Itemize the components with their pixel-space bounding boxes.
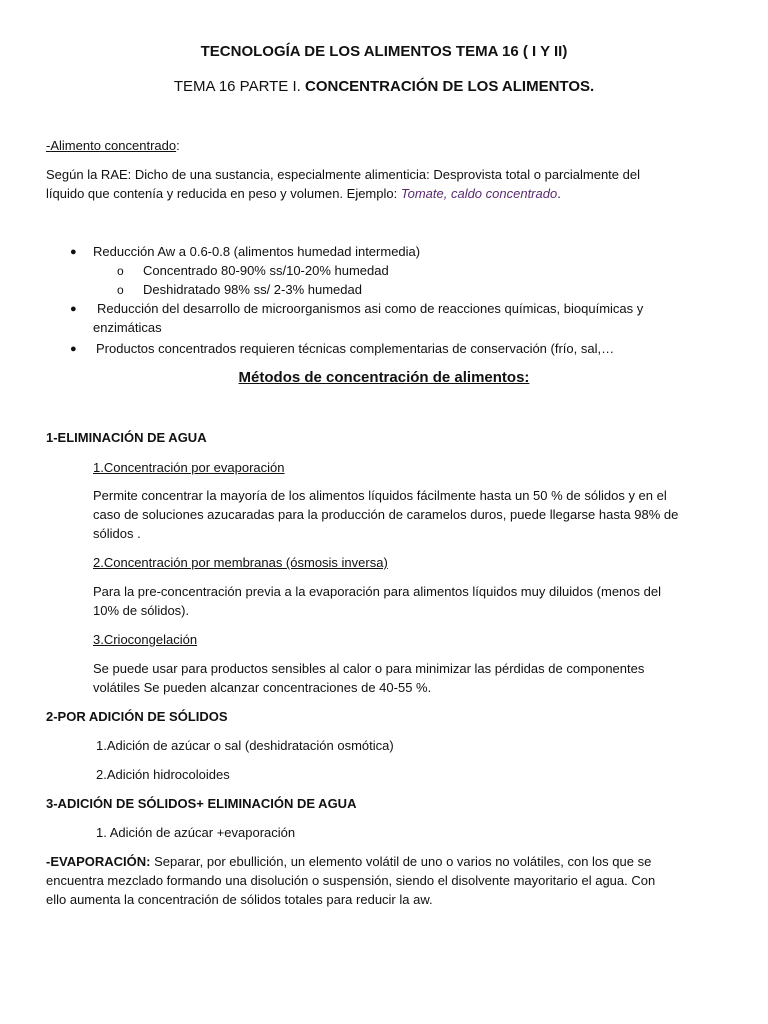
- section2-item-2: 2.Adición hidrocoloides: [96, 767, 230, 782]
- bullet-aw: Reducción Aw a 0.6-0.8 (alimentos humedad intermedia): [93, 244, 421, 259]
- section1-sub3-line-1: Se puede usar para productos sensibles al calor o para minimizar las pérdidas de componentes: [93, 661, 645, 676]
- section1-sub2-line-2: 10% de sólidos).: [93, 603, 190, 618]
- document-title: TECNOLOGÍA DE LOS ALIMENTOS TEMA 16 ( I Y II): [200, 43, 568, 60]
- evaporacion-line-3: ello aumenta la concentración de sólidos totales para reducir la aw.: [46, 892, 433, 907]
- document-subtitle: [0, 78, 768, 96]
- section1-sub2-line-1: Para la pre-concentración previa a la evaporación para alimentos líquidos muy diluidos (menos del: [93, 584, 661, 599]
- section1-sub3-line-2: volátiles Se pueden alcanzar concentraciones de 40-55 %.: [93, 680, 432, 695]
- section3-heading: 3-ADICIÓN DE SÓLIDOS+ ELIMINACIÓN DE AGUA: [46, 796, 357, 811]
- subtitle-bold: CONCENTRACIÓN DE LOS ALIMENTOS.: [304, 78, 595, 95]
- evaporacion-line-1: -EVAPORACIÓN: Separar, por ebullición, un elemento volátil de uno o varios no volátiles, con los que se: [46, 854, 652, 869]
- sub-bullet-icon: o: [117, 264, 124, 278]
- section1-heading: 1-ELIMINACIÓN DE AGUA: [46, 430, 207, 445]
- bullet-productos: Productos concentrados requieren técnicas complementarias de conservación (frío, sal,…: [96, 341, 615, 356]
- rae-line-2: líquido que contenía y reducida en peso y volumen. Ejemplo: Tomate, caldo concentrado.: [46, 186, 561, 201]
- alimento-heading-text: Alimento concentrado: [50, 138, 177, 153]
- subtitle-prefix: TEMA 16 PARTE I.: [173, 78, 301, 95]
- section3-item-1: 1. Adición de azúcar +evaporación: [96, 825, 296, 840]
- sub-bullet-icon: o: [117, 283, 124, 297]
- sub-bullet-deshidratado: Deshidratado 98% ss/ 2-3% humedad: [143, 282, 362, 297]
- evaporacion-label: -EVAPORACIÓN:: [46, 854, 151, 869]
- bullet-icon: ●: [70, 343, 77, 355]
- bullet-microorganismos-line-1: Reducción del desarrollo de microorganismos asi como de reacciones químicas, bioquímicas y: [97, 301, 644, 316]
- methods-title: Métodos de concentración de alimentos:: [238, 369, 530, 386]
- section2-heading: 2-POR ADICIÓN DE SÓLIDOS: [46, 709, 228, 724]
- evaporacion-line-2: encuentra mezclado formando una disolución o suspensión, siendo el disolvente mayoritario el agua. Con: [46, 873, 656, 888]
- rae-example: Tomate, caldo concentrado: [400, 186, 558, 201]
- sub-bullet-concentrado: Concentrado 80-90% ss/10-20% humedad: [143, 263, 389, 278]
- section1-sub1-line-2: caso de soluciones azucaradas para la producción de caramelos duros, puede llegarse hasta 98% de: [93, 507, 679, 522]
- alimento-heading: -Alimento concentrado:: [46, 138, 180, 153]
- section1-sub3-title: 3.Criocongelación: [93, 632, 198, 647]
- bullet-microorganismos-line-2: enzimáticas: [93, 320, 162, 335]
- rae-line-1: Según la RAE: Dicho de una sustancia, especialmente alimenticia: Desprovista total o parcialmente del: [46, 167, 640, 182]
- section1-sub2-title: 2.Concentración por membranas (ósmosis inversa): [93, 555, 388, 570]
- bullet-icon: ●: [70, 303, 77, 315]
- section1-sub1-title: 1.Concentración por evaporación: [93, 460, 285, 475]
- section2-item-1: 1.Adición de azúcar o sal (deshidratación osmótica): [96, 738, 394, 753]
- section1-sub1-line-3: sólidos .: [93, 526, 141, 541]
- section1-sub1-line-1: Permite concentrar la mayoría de los alimentos líquidos fácilmente hasta un 50 % de sólidos y en el: [93, 488, 667, 503]
- bullet-icon: ●: [70, 246, 77, 258]
